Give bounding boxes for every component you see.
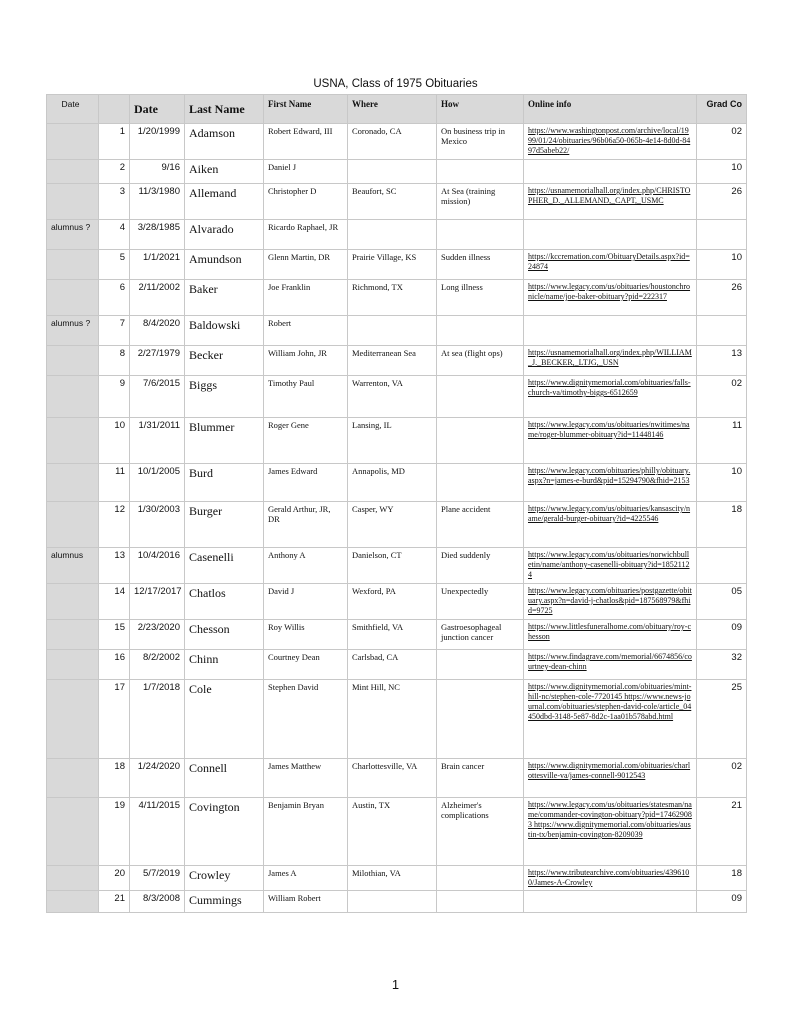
row-number: 8 (99, 346, 130, 376)
row-label (47, 124, 99, 160)
row-where: Mint Hill, NC (348, 680, 437, 759)
obituaries-table (46, 94, 747, 913)
row-grad-co: 32 (697, 650, 747, 680)
row-how: Unexpectedly (437, 584, 524, 620)
row-number: 2 (99, 160, 130, 184)
table-row (47, 464, 747, 502)
row-label (47, 502, 99, 548)
table-row (47, 160, 747, 184)
table-row (47, 316, 747, 346)
row-last-name: Chesson (185, 620, 264, 650)
row-number: 9 (99, 376, 130, 418)
row-number: 11 (99, 464, 130, 502)
row-where: Annapolis, MD (348, 464, 437, 502)
row-label (47, 250, 99, 280)
row-online-info[interactable]: https://www.legacy.com/us/obituaries/kansascity/name/gerald-burger-obituary?id=4225546 (524, 502, 697, 548)
row-where (348, 220, 437, 250)
row-grad-co (697, 220, 747, 250)
row-number: 15 (99, 620, 130, 650)
row-label (47, 891, 99, 913)
row-number: 20 (99, 866, 130, 891)
row-online-info[interactable]: https://www.legacy.com/us/obituaries/nwitimes/name/roger-blummer-obituary?id=11448146 (524, 418, 697, 464)
row-grad-co: 02 (697, 124, 747, 160)
row-label (47, 464, 99, 502)
row-how: At sea (flight ops) (437, 346, 524, 376)
header-where: Where (348, 95, 437, 124)
row-number: 19 (99, 798, 130, 866)
row-date: 2/23/2020 (130, 620, 185, 650)
table-row (47, 680, 747, 759)
row-number: 4 (99, 220, 130, 250)
row-where: Beaufort, SC (348, 184, 437, 220)
row-last-name: Biggs (185, 376, 264, 418)
row-grad-co: 18 (697, 866, 747, 891)
row-online-info[interactable]: https://kccremation.com/ObituaryDetails.aspx?id=24874 (524, 250, 697, 280)
row-number: 14 (99, 584, 130, 620)
row-label (47, 620, 99, 650)
table-row (47, 798, 747, 866)
row-number: 7 (99, 316, 130, 346)
row-how (437, 316, 524, 346)
row-first-name: Daniel J (264, 160, 348, 184)
row-label (47, 346, 99, 376)
row-first-name: James A (264, 866, 348, 891)
row-where: Casper, WY (348, 502, 437, 548)
row-first-name: David J (264, 584, 348, 620)
row-date: 8/4/2020 (130, 316, 185, 346)
row-date: 8/2/2002 (130, 650, 185, 680)
row-where: Wexford, PA (348, 584, 437, 620)
row-online-info[interactable]: https://www.littlesfuneralhome.com/obituary/roy-chesson (524, 620, 697, 650)
row-date: 4/11/2015 (130, 798, 185, 866)
row-how (437, 464, 524, 502)
table-row (47, 184, 747, 220)
row-date: 8/3/2008 (130, 891, 185, 913)
row-label (47, 759, 99, 798)
table-row (47, 620, 747, 650)
row-date: 10/4/2016 (130, 548, 185, 584)
row-number: 21 (99, 891, 130, 913)
row-grad-co: 10 (697, 250, 747, 280)
row-first-name: Ricardo Raphael, JR (264, 220, 348, 250)
header-number (99, 95, 130, 124)
row-last-name: Baker (185, 280, 264, 316)
row-how (437, 891, 524, 913)
row-first-name: Courtney Dean (264, 650, 348, 680)
row-first-name: Stephen David (264, 680, 348, 759)
header-last-name: Last Name (185, 95, 264, 124)
page-number: 1 (391, 977, 400, 992)
table-row (47, 250, 747, 280)
row-last-name: Chinn (185, 650, 264, 680)
row-where (348, 160, 437, 184)
row-label (47, 650, 99, 680)
row-label (47, 680, 99, 759)
table-row (47, 548, 747, 584)
row-last-name: Amundson (185, 250, 264, 280)
row-how: Plane accident (437, 502, 524, 548)
row-date: 1/24/2020 (130, 759, 185, 798)
row-online-info[interactable]: https://www.dignitymemorial.com/obituaries/falls-church-va/timothy-biggs-6512659 (524, 376, 697, 418)
row-date: 1/1/2021 (130, 250, 185, 280)
header-date: Date (130, 95, 185, 124)
row-date: 2/11/2002 (130, 280, 185, 316)
row-how: On business trip in Mexico (437, 124, 524, 160)
row-date: 10/1/2005 (130, 464, 185, 502)
row-label (47, 798, 99, 866)
row-date: 1/20/1999 (130, 124, 185, 160)
row-first-name: Timothy Paul (264, 376, 348, 418)
row-how: At Sea (training mission) (437, 184, 524, 220)
row-grad-co: 02 (697, 759, 747, 798)
table-row (47, 891, 747, 913)
row-how: Sudden illness (437, 250, 524, 280)
row-where: Warrenton, VA (348, 376, 437, 418)
row-where (348, 891, 437, 913)
row-online-info (524, 316, 697, 346)
header-grad-co: Grad Co (697, 95, 747, 124)
header-how: How (437, 95, 524, 124)
row-last-name: Becker (185, 346, 264, 376)
header-online-info: Online info (524, 95, 697, 124)
table-row (47, 584, 747, 620)
row-last-name: Casenelli (185, 548, 264, 584)
row-where (348, 316, 437, 346)
row-how (437, 680, 524, 759)
row-online-info[interactable]: https://www.legacy.com/us/obituaries/norwichbulletin/name/anthony-casenelli-obituary?id=18521124 (524, 548, 697, 584)
row-online-info[interactable]: https://www.tributearchive.com/obituaries/4396100/James-A-Crowley (524, 866, 697, 891)
row-where: Lansing, IL (348, 418, 437, 464)
row-date: 3/28/1985 (130, 220, 185, 250)
row-grad-co: 25 (697, 680, 747, 759)
row-date: 2/27/1979 (130, 346, 185, 376)
row-last-name: Crowley (185, 866, 264, 891)
row-date: 1/31/2011 (130, 418, 185, 464)
row-first-name: Roy Willis (264, 620, 348, 650)
row-label (47, 280, 99, 316)
row-how: Alzheimer's complications (437, 798, 524, 866)
row-where: Richmond, TX (348, 280, 437, 316)
table-header-row (47, 95, 747, 124)
row-how (437, 650, 524, 680)
row-how (437, 220, 524, 250)
row-label (47, 584, 99, 620)
row-last-name: Alvarado (185, 220, 264, 250)
row-first-name: Robert Edward, III (264, 124, 348, 160)
row-where: Milothian, VA (348, 866, 437, 891)
row-date: 12/17/2017 (130, 584, 185, 620)
row-grad-co (697, 316, 747, 346)
row-first-name: Christopher D (264, 184, 348, 220)
table-row (47, 376, 747, 418)
table-row (47, 866, 747, 891)
table-row (47, 220, 747, 250)
row-first-name: James Edward (264, 464, 348, 502)
row-last-name: Adamson (185, 124, 264, 160)
row-date: 1/7/2018 (130, 680, 185, 759)
row-where: Smithfield, VA (348, 620, 437, 650)
row-online-info (524, 220, 697, 250)
header-first-name: First Name (264, 95, 348, 124)
row-number: 10 (99, 418, 130, 464)
row-how: Gastroesophageal junction cancer (437, 620, 524, 650)
row-number: 17 (99, 680, 130, 759)
row-first-name: James Matthew (264, 759, 348, 798)
row-number: 5 (99, 250, 130, 280)
row-online-info[interactable]: https://www.dignitymemorial.com/obituaries/charlottesville-va/james-connell-9012543 (524, 759, 697, 798)
row-how (437, 418, 524, 464)
row-date: 9/16 (130, 160, 185, 184)
row-first-name: Anthony A (264, 548, 348, 584)
row-online-info[interactable]: https://www.findagrave.com/memorial/6674856/courtney-dean-chinn (524, 650, 697, 680)
row-last-name: Blummer (185, 418, 264, 464)
document-title: USNA, Class of 1975 Obituaries (313, 78, 478, 90)
row-online-info (524, 160, 697, 184)
table-row (47, 650, 747, 680)
row-number: 13 (99, 548, 130, 584)
table-row (47, 418, 747, 464)
row-number: 3 (99, 184, 130, 220)
row-grad-co: 09 (697, 620, 747, 650)
row-how: Brain cancer (437, 759, 524, 798)
row-where: Danielson, CT (348, 548, 437, 584)
row-first-name: Roger Gene (264, 418, 348, 464)
row-first-name: William John, JR (264, 346, 348, 376)
row-grad-co: 26 (697, 280, 747, 316)
row-number: 12 (99, 502, 130, 548)
table-row (47, 502, 747, 548)
row-grad-co (697, 548, 747, 584)
row-online-info[interactable]: https://www.washingtonpost.com/archive/local/1999/01/24/obituaries/96b06a50-065b-4e14-8d0d-8497d5abeb22/ (524, 124, 697, 160)
row-grad-co: 21 (697, 798, 747, 866)
row-grad-co: 02 (697, 376, 747, 418)
row-last-name: Cummings (185, 891, 264, 913)
row-where: Mediterranean Sea (348, 346, 437, 376)
row-last-name: Covington (185, 798, 264, 866)
row-label (47, 160, 99, 184)
row-last-name: Burger (185, 502, 264, 548)
row-where: Austin, TX (348, 798, 437, 866)
table-row (47, 346, 747, 376)
table-row (47, 280, 747, 316)
row-label: alumnus ? (47, 316, 99, 346)
row-label (47, 376, 99, 418)
row-online-info[interactable]: https://www.legacy.com/obituaries/postgazette/obituary.aspx?n=david-j-chatlos&pid=187568979&fhid=9725 (524, 584, 697, 620)
row-date: 5/7/2019 (130, 866, 185, 891)
row-grad-co: 10 (697, 464, 747, 502)
row-first-name: Glenn Martin, DR (264, 250, 348, 280)
row-date: 1/30/2003 (130, 502, 185, 548)
row-where: Carlsbad, CA (348, 650, 437, 680)
row-first-name: Gerald Arthur, JR, DR (264, 502, 348, 548)
row-online-info[interactable]: https://usnamemorialhall.org/index.php/CHRISTOPHER_D._ALLEMAND,_CAPT,_USMC (524, 184, 697, 220)
row-last-name: Allemand (185, 184, 264, 220)
row-last-name: Cole (185, 680, 264, 759)
row-where: Prairie Village, KS (348, 250, 437, 280)
row-how: Long illness (437, 280, 524, 316)
row-how (437, 866, 524, 891)
row-online-info[interactable]: https://www.legacy.com/us/obituaries/statesman/name/commander-covington-obituary?pid=174629083 https://www.dignitymemorial.com/obituaries/austin-tx/benjamin-covington-8209039 (524, 798, 697, 866)
row-where: Coronado, CA (348, 124, 437, 160)
row-how: Died suddenly (437, 548, 524, 584)
row-label: alumnus ? (47, 220, 99, 250)
row-grad-co: 26 (697, 184, 747, 220)
row-label (47, 418, 99, 464)
row-first-name: Benjamin Bryan (264, 798, 348, 866)
row-number: 18 (99, 759, 130, 798)
row-online-info[interactable]: https://www.dignitymemorial.com/obituaries/mint-hill-nc/stephen-cole-7720145 https://www.news-journal.com/obituaries/stephen-david-cole/article_04450dbd-3148-5e87-8d2c-1aa01b578abd.html (524, 680, 697, 759)
row-last-name: Aiken (185, 160, 264, 184)
row-online-info[interactable]: https://usnamemorialhall.org/index.php/WILLIAM_J._BECKER,_LTJG,_USN (524, 346, 697, 376)
row-first-name: Joe Franklin (264, 280, 348, 316)
row-where: Charlottesville, VA (348, 759, 437, 798)
row-last-name: Connell (185, 759, 264, 798)
row-how (437, 160, 524, 184)
row-last-name: Baldowski (185, 316, 264, 346)
header-label-date: Date (47, 95, 99, 124)
row-label (47, 184, 99, 220)
row-grad-co: 09 (697, 891, 747, 913)
row-grad-co: 11 (697, 418, 747, 464)
table-row (47, 124, 747, 160)
row-number: 1 (99, 124, 130, 160)
table-row (47, 759, 747, 798)
row-label (47, 866, 99, 891)
row-online-info (524, 891, 697, 913)
row-grad-co: 05 (697, 584, 747, 620)
row-grad-co: 10 (697, 160, 747, 184)
row-first-name: Robert (264, 316, 348, 346)
row-first-name: William Robert (264, 891, 348, 913)
row-date: 7/6/2015 (130, 376, 185, 418)
row-how (437, 376, 524, 418)
row-number: 16 (99, 650, 130, 680)
row-label: alumnus (47, 548, 99, 584)
row-last-name: Burd (185, 464, 264, 502)
row-grad-co: 13 (697, 346, 747, 376)
row-number: 6 (99, 280, 130, 316)
row-online-info[interactable]: https://www.legacy.com/obituaries/philly/obituary.aspx?n=james-e-burd&pid=15294790&fhid=2153 (524, 464, 697, 502)
row-grad-co: 18 (697, 502, 747, 548)
row-date: 11/3/1980 (130, 184, 185, 220)
row-last-name: Chatlos (185, 584, 264, 620)
row-online-info[interactable]: https://www.legacy.com/us/obituaries/houstonchronicle/name/joe-baker-obituary?pid=222317 (524, 280, 697, 316)
